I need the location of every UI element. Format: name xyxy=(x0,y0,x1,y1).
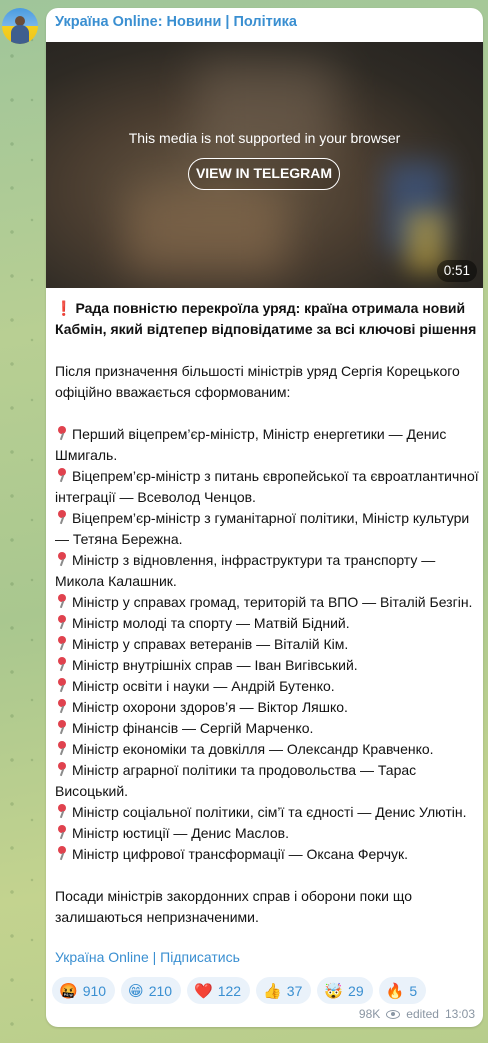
minister-item: Віцепрем’єр-міністр з питань європейської та євроатлантичної інтеграції — Всеволод Ченцов. xyxy=(55,468,479,505)
pin-icon xyxy=(55,761,71,777)
minister-item: Міністр фінансів — Сергій Марченко. xyxy=(55,718,479,739)
minister-item: Міністр з відновлення, інфраструктури та транспорту — Микола Калашник. xyxy=(55,552,436,589)
minister-item: Міністр цифрової трансформації — Оксана Ферчук. xyxy=(55,844,479,865)
reaction-emoji-icon: 🔥 xyxy=(385,982,405,1000)
pin-icon xyxy=(55,824,71,840)
reaction-button[interactable] xyxy=(121,977,181,1004)
video-media[interactable] xyxy=(46,42,483,288)
reaction-count: 910 xyxy=(82,982,107,999)
pin-icon xyxy=(55,656,71,672)
channel-avatar[interactable] xyxy=(2,8,38,44)
channel-title[interactable]: Україна Online: Новини | Політика xyxy=(55,14,297,30)
unsupported-media-message: This media is not supported in your browser xyxy=(128,130,401,146)
reaction-emoji-icon: ❤️ xyxy=(194,982,213,1000)
reaction-emoji-icon: 😁 xyxy=(128,982,144,1000)
reactions-bar xyxy=(52,977,426,1004)
reaction-emoji-icon: 👍 xyxy=(263,982,282,1000)
minister-item: Міністр соціальної політики, сім’ї та єдності — Денис Улютін. xyxy=(55,802,479,823)
pin-icon xyxy=(55,677,71,693)
minister-list xyxy=(55,424,479,865)
minister-item: Міністр юстиції — Денис Маслов. xyxy=(55,823,479,844)
view-in-telegram-button[interactable]: VIEW IN TELEGRAM xyxy=(188,158,340,190)
avatar-figure-body xyxy=(11,25,29,44)
reaction-button[interactable] xyxy=(256,977,311,1004)
edited-label: edited xyxy=(406,1007,439,1021)
reaction-button[interactable] xyxy=(52,977,115,1004)
message-time: 13:03 xyxy=(444,1007,475,1021)
media-blur-shape xyxy=(196,62,336,162)
pin-icon xyxy=(55,719,71,735)
minister-item: Міністр молоді та спорту — Матвій Бідний. xyxy=(55,613,479,634)
pin-icon xyxy=(55,614,71,630)
reaction-emoji-icon: 🤬 xyxy=(59,982,78,1000)
minister-item: Міністр охорони здоров’я — Віктор Ляшко. xyxy=(55,697,479,718)
reaction-button[interactable] xyxy=(187,977,250,1004)
pin-icon xyxy=(55,845,71,861)
reaction-count: 5 xyxy=(409,982,418,999)
reaction-count: 210 xyxy=(148,982,173,999)
minister-item: Міністр у справах громад, територій та ВПО — Віталій Безгін. xyxy=(55,592,479,613)
subscribe-link[interactable]: Україна Online | Підписатись xyxy=(55,949,240,965)
eye-icon xyxy=(386,1010,400,1019)
pin-icon xyxy=(55,635,71,651)
pin-icon xyxy=(55,467,71,483)
minister-item: Віцепрем’єр-міністр з гуманітарної політики, Міністр культури — Тетяна Бережна. xyxy=(55,510,470,547)
video-duration-badge: 0:51 xyxy=(437,260,477,282)
pin-icon xyxy=(55,425,71,441)
message-text xyxy=(55,298,479,928)
post-closing: Посади міністрів закордонних справ і оборони поки що залишаються непризначеними. xyxy=(55,888,413,925)
pin-icon xyxy=(55,593,71,609)
view-count: 98K xyxy=(358,1007,381,1021)
reaction-button[interactable] xyxy=(379,977,426,1004)
message-meta xyxy=(359,1007,475,1021)
pin-icon xyxy=(55,803,71,819)
minister-item: Міністр у справах ветеранів — Віталій Кім. xyxy=(55,634,479,655)
minister-item: Міністр економіки та довкілля — Олександр Кравченко. xyxy=(55,739,479,760)
reaction-count: 29 xyxy=(348,982,364,999)
minister-item: Міністр освіти і науки — Андрій Бутенко. xyxy=(55,676,479,697)
minister-item: Міністр аграрної політики та продовольства — Тарас Висоцький. xyxy=(55,762,417,799)
reaction-count: 122 xyxy=(217,982,242,999)
media-blur-shape xyxy=(126,192,286,272)
pin-icon xyxy=(55,509,71,525)
reaction-emoji-icon: 🤯 xyxy=(324,982,344,1000)
pin-icon xyxy=(55,698,71,714)
pin-icon xyxy=(55,551,71,567)
exclamation-icon: ❗ xyxy=(55,300,73,316)
reaction-count: 37 xyxy=(286,982,303,999)
message-bubble xyxy=(46,8,483,1027)
post-intro: Після призначення більшості міністрів уряд Сергія Корецького офіційно вважається сформованим: xyxy=(55,363,460,400)
minister-item: Міністр внутрішніх справ — Іван Вигівський. xyxy=(55,655,479,676)
pin-icon xyxy=(55,740,71,756)
minister-item: Перший віцепрем’єр-міністр, Міністр енергетики — Денис Шмигаль. xyxy=(55,426,447,463)
post-headline: ❗ Рада повністю перекроїла уряд: країна отримала новий Кабмін, який відтепер відповідатиме за всі ключові рішення xyxy=(55,300,477,337)
reaction-button[interactable] xyxy=(317,977,372,1004)
